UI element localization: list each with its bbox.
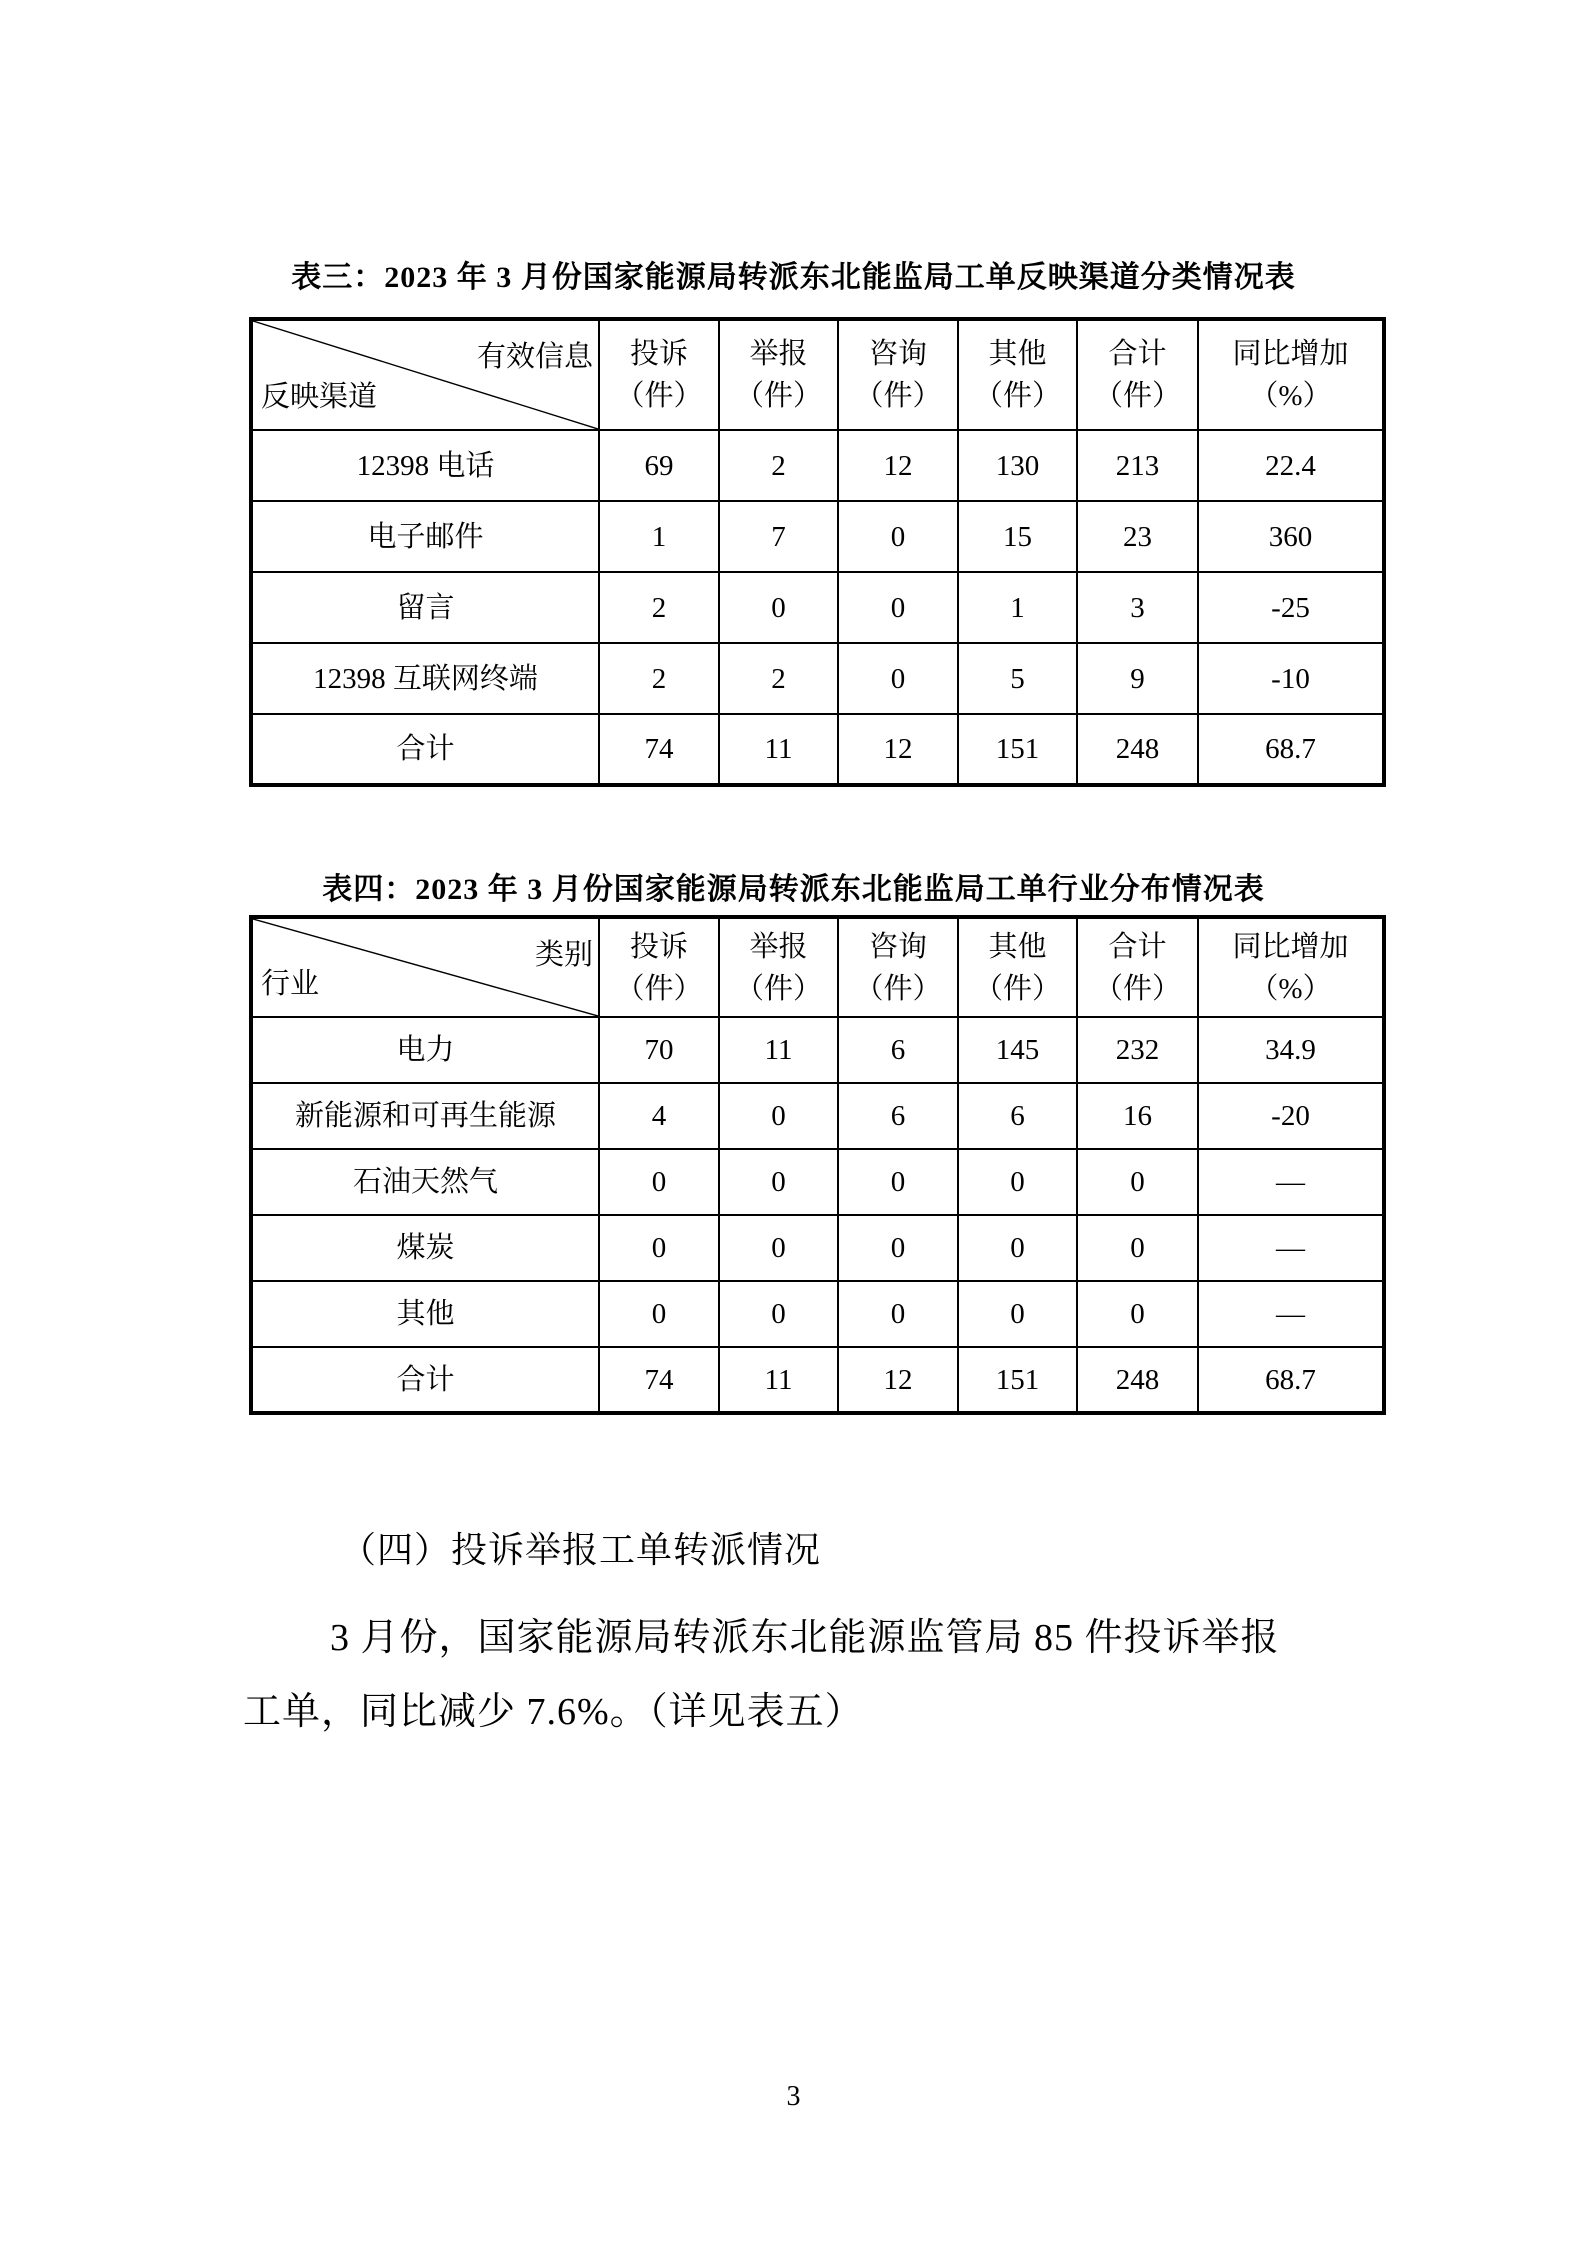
- cell-value: 12: [838, 1347, 958, 1413]
- col-header-line: 合计: [1108, 338, 1167, 370]
- cell-value: 12: [838, 714, 958, 785]
- cell-value: 3: [1077, 572, 1198, 643]
- row-label: 电子邮件: [251, 501, 599, 572]
- col-header-line: （%）: [1249, 380, 1332, 412]
- table-row: [251, 1149, 1384, 1215]
- cell-value: 0: [838, 501, 958, 572]
- cell-value: 0: [838, 1281, 958, 1347]
- col-header-line: （件）: [973, 972, 1061, 1005]
- table4-title: 表四：2023 年 3 月份国家能源局转派东北能监局工单行业分布情况表: [322, 873, 1265, 906]
- cell-value: —: [1198, 1149, 1384, 1215]
- cell-value: 0: [719, 1083, 838, 1149]
- cell-value: 34.9: [1198, 1017, 1384, 1083]
- cell-value: —: [1198, 1215, 1384, 1281]
- cell-value: 6: [838, 1083, 958, 1149]
- table3-header-row: [251, 319, 1384, 430]
- cell-value: 232: [1077, 1017, 1198, 1083]
- col-header-line: （件）: [615, 972, 703, 1005]
- col-header-line: （件）: [1093, 380, 1181, 412]
- cell-value: 145: [958, 1017, 1077, 1083]
- row-label: 12398 电话: [251, 430, 599, 501]
- cell-value: 74: [599, 714, 719, 785]
- cell-value: 1: [958, 572, 1077, 643]
- table-row: [251, 714, 1384, 785]
- cell-value: 0: [719, 1281, 838, 1347]
- row-label: 其他: [251, 1281, 599, 1347]
- cell-value: 151: [958, 1347, 1077, 1413]
- corner-top-label: 类别: [534, 939, 593, 971]
- cell-value: 0: [958, 1281, 1077, 1347]
- col-header-line: （%）: [1249, 972, 1332, 1005]
- cell-value: 0: [719, 572, 838, 643]
- col-header-line: 合计: [1108, 930, 1167, 963]
- table-row: [251, 572, 1384, 643]
- table4-corner-cell: [251, 917, 599, 1017]
- cell-value: 2: [599, 643, 719, 714]
- col-header-line: （件）: [734, 972, 822, 1005]
- col-header-line: 咨询: [868, 338, 927, 370]
- cell-value: 23: [1077, 501, 1198, 572]
- table3-col-header-tongbi: [1198, 319, 1384, 430]
- cell-value: 0: [838, 1149, 958, 1215]
- col-header-line: （件）: [973, 380, 1061, 412]
- cell-value: 360: [1198, 501, 1384, 572]
- col-header-line: 投诉: [629, 930, 688, 963]
- cell-value: 0: [838, 572, 958, 643]
- cell-value: 248: [1077, 1347, 1198, 1413]
- cell-value: 6: [958, 1083, 1077, 1149]
- cell-value: 15: [958, 501, 1077, 572]
- cell-value: 9: [1077, 643, 1198, 714]
- cell-value: 213: [1077, 430, 1198, 501]
- cell-value: 0: [958, 1149, 1077, 1215]
- cell-value: 2: [719, 643, 838, 714]
- cell-value: 7: [719, 501, 838, 572]
- table3-col-header-tousu: [599, 319, 719, 430]
- col-header-line: （件）: [1093, 972, 1181, 1005]
- col-header-line: 投诉: [629, 338, 688, 370]
- table-row: [251, 643, 1384, 714]
- cell-value: 6: [838, 1017, 958, 1083]
- section-heading: （四）投诉举报工单转派情况: [340, 1530, 822, 1570]
- cell-value: 22.4: [1198, 430, 1384, 501]
- cell-value: 12: [838, 430, 958, 501]
- cell-value: 0: [599, 1281, 719, 1347]
- col-header-line: 其他: [988, 930, 1047, 963]
- table3-col-header-heji: [1077, 319, 1198, 430]
- cell-value: 16: [1077, 1083, 1198, 1149]
- cell-value: 11: [719, 714, 838, 785]
- cell-value: 68.7: [1198, 1347, 1384, 1413]
- table4-col-header-tongbi: [1198, 917, 1384, 1017]
- body-paragraph-line: 工单，同比减少 7.6%。（详见表五）: [243, 1691, 864, 1733]
- cell-value: 0: [719, 1149, 838, 1215]
- cell-value: 0: [1077, 1215, 1198, 1281]
- row-label: 合计: [251, 1347, 599, 1413]
- cell-value: 4: [599, 1083, 719, 1149]
- row-label: 电力: [251, 1017, 599, 1083]
- col-header-line: 举报: [749, 338, 808, 370]
- cell-value: 0: [958, 1215, 1077, 1281]
- row-label: 留言: [251, 572, 599, 643]
- cell-value: -20: [1198, 1083, 1384, 1149]
- table3-col-header-jubao: [719, 319, 838, 430]
- col-header-line: （件）: [854, 380, 942, 412]
- cell-value: 248: [1077, 714, 1198, 785]
- cell-value: -10: [1198, 643, 1384, 714]
- cell-value: 1: [599, 501, 719, 572]
- cell-value: 70: [599, 1017, 719, 1083]
- cell-value: 151: [958, 714, 1077, 785]
- table4-industry-table: [249, 915, 1386, 1415]
- table-row: [251, 1017, 1384, 1083]
- cell-value: 0: [838, 643, 958, 714]
- col-header-line: 其他: [988, 338, 1047, 370]
- table-row: [251, 1347, 1384, 1413]
- col-header-line: （件）: [615, 380, 703, 412]
- table-row: [251, 1281, 1384, 1347]
- table-row: [251, 501, 1384, 572]
- cell-value: 0: [719, 1215, 838, 1281]
- table4-col-header-qita: [958, 917, 1077, 1017]
- cell-value: 68.7: [1198, 714, 1384, 785]
- corner-bottom-label: 反映渠道: [261, 381, 378, 413]
- col-header-line: 同比增加: [1232, 338, 1349, 370]
- cell-value: -25: [1198, 572, 1384, 643]
- table3-col-header-qita: [958, 319, 1077, 430]
- col-header-line: 同比增加: [1232, 930, 1349, 963]
- col-header-line: （件）: [854, 972, 942, 1005]
- row-label: 12398 互联网终端: [251, 643, 599, 714]
- cell-value: 0: [838, 1215, 958, 1281]
- cell-value: —: [1198, 1281, 1384, 1347]
- table3-title: 表三：2023 年 3 月份国家能源局转派东北能监局工单反映渠道分类情况表: [291, 261, 1296, 294]
- cell-value: 5: [958, 643, 1077, 714]
- cell-value: 0: [1077, 1281, 1198, 1347]
- corner-bottom-label: 行业: [261, 968, 320, 1000]
- table4-col-header-heji: [1077, 917, 1198, 1017]
- col-header-line: （件）: [734, 380, 822, 412]
- corner-top-label: 有效信息: [476, 341, 593, 373]
- cell-value: 69: [599, 430, 719, 501]
- cell-value: 0: [599, 1215, 719, 1281]
- cell-value: 2: [719, 430, 838, 501]
- table-row: [251, 430, 1384, 501]
- row-label: 新能源和可再生能源: [251, 1083, 599, 1149]
- row-label: 石油天然气: [251, 1149, 599, 1215]
- table-row: [251, 1215, 1384, 1281]
- cell-value: 0: [1077, 1149, 1198, 1215]
- row-label: 合计: [251, 714, 599, 785]
- body-paragraph-line: 3 月份，国家能源局转派东北能源监管局 85 件投诉举报: [330, 1617, 1280, 1659]
- cell-value: 130: [958, 430, 1077, 501]
- table4-col-header-jubao: [719, 917, 838, 1017]
- table3-channel-table: [249, 317, 1386, 787]
- cell-value: 2: [599, 572, 719, 643]
- col-header-line: 咨询: [868, 930, 927, 963]
- table4-col-header-zixun: [838, 917, 958, 1017]
- col-header-line: 举报: [749, 930, 808, 963]
- table-row: [251, 1083, 1384, 1149]
- page-number: 3: [786, 2081, 801, 2112]
- table4-col-header-tousu: [599, 917, 719, 1017]
- table3-col-header-zixun: [838, 319, 958, 430]
- cell-value: 11: [719, 1347, 838, 1413]
- cell-value: 0: [599, 1149, 719, 1215]
- cell-value: 74: [599, 1347, 719, 1413]
- table3-corner-cell: [251, 319, 599, 430]
- table4-header-row: [251, 917, 1384, 1017]
- cell-value: 11: [719, 1017, 838, 1083]
- row-label: 煤炭: [251, 1215, 599, 1281]
